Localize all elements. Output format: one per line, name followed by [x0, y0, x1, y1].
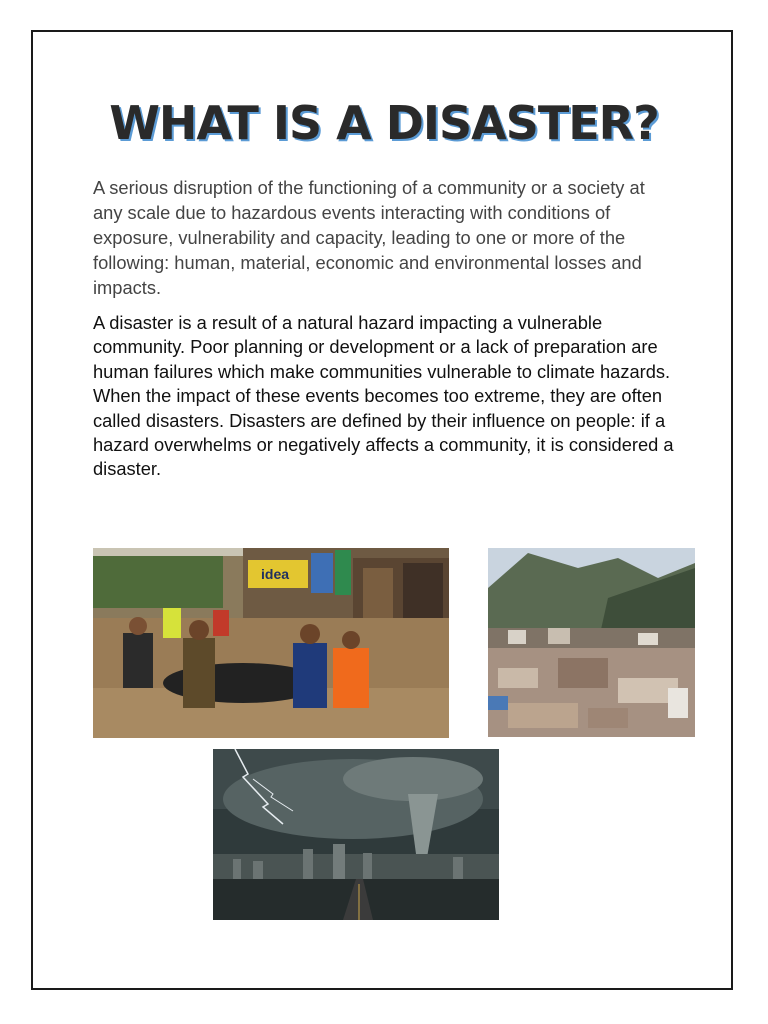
flood-rescue-photo — [93, 548, 449, 738]
definition-paragraph: A serious disruption of the functioning of a community or a society at any scale due to hazardous events interacting with conditions of exposure, vulnerability and capacity, leading to one or more of the following: human, material, economic and environmental losses and impacts. — [93, 177, 645, 298]
shop-sign-text: idea — [261, 566, 290, 582]
tornado-storm-photo — [213, 749, 499, 920]
page-title: WHAT IS A DISASTER? — [109, 96, 659, 150]
earthquake-rubble-photo — [488, 548, 695, 737]
explanation-paragraph: A disaster is a result of a natural hazard impacting a vulnerable community. Poor planning or development or a lack of preparation are human failures which make communities vulnerable to climate hazards. When the impact of these events becomes too extreme, they are often called disasters. Disasters are defined by their influence on people: if a hazard overwhelms or negatively affects a community, it is considered a disaster. — [93, 312, 674, 480]
